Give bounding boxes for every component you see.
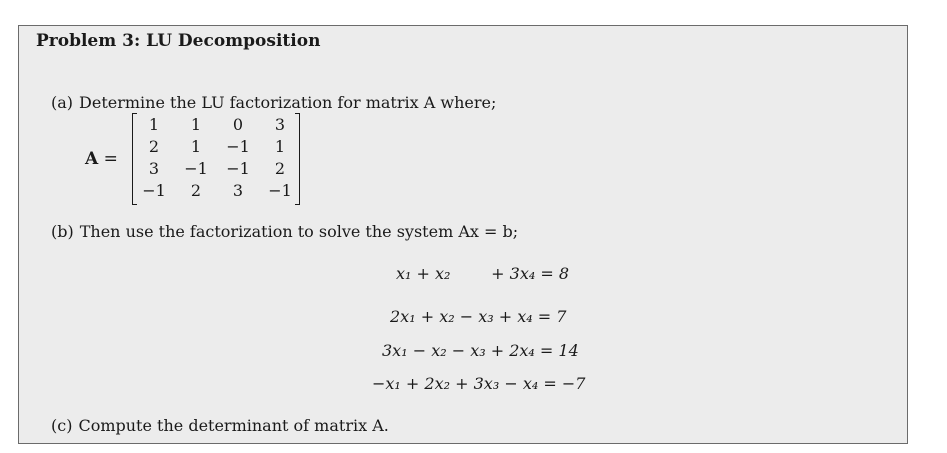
matrix-label (85, 149, 118, 169)
matrix-cell: 0 (232, 115, 244, 134)
part-c-label: (c) (51, 416, 73, 435)
matrix-cell: 1 (190, 115, 202, 134)
matrix-cell: 2 (274, 159, 286, 178)
part-b-label: (b) (51, 222, 74, 241)
part-c-text: Compute the determinant of matrix A. (78, 416, 389, 435)
problem-box (18, 25, 908, 444)
matrix-equals: = (103, 149, 118, 169)
part-a (51, 93, 496, 112)
matrix-cell: 1 (190, 137, 202, 156)
matrix-a (132, 113, 300, 205)
matrix-cell: −1 (226, 159, 250, 178)
matrix-cell: 2 (148, 137, 160, 156)
matrix-cell: −1 (268, 181, 292, 200)
matrix-name: A (85, 149, 99, 169)
part-b-text: Then use the factorization to solve the system Ax = b; (79, 222, 519, 241)
matrix-cell: 2 (190, 181, 202, 200)
equation-3: 3x₁ − x₂ − x₃ + 2x₄ = 14 (382, 341, 579, 360)
part-a-text: Determine the LU factorization for matrix A where; (79, 93, 497, 112)
matrix-cell: 1 (274, 137, 286, 156)
problem-title: Problem 3: LU Decomposition (36, 31, 321, 51)
matrix-cell: −1 (184, 159, 208, 178)
part-b (51, 222, 518, 241)
matrix-cell: −1 (142, 181, 166, 200)
matrix-cell: 3 (148, 159, 160, 178)
matrix-cell: 3 (274, 115, 286, 134)
equation-1: x₁ + x₂ + 3x₄ = 8 (396, 264, 570, 283)
matrix-cell: 1 (148, 115, 160, 134)
part-c (51, 416, 389, 435)
equation-2: 2x₁ + x₂ − x₃ + x₄ = 7 (390, 307, 567, 326)
part-a-label: (a) (51, 93, 74, 112)
equation-4: −x₁ + 2x₂ + 3x₃ − x₄ = −7 (372, 374, 586, 393)
matrix-cell: 3 (232, 181, 244, 200)
matrix-cell: −1 (226, 137, 250, 156)
